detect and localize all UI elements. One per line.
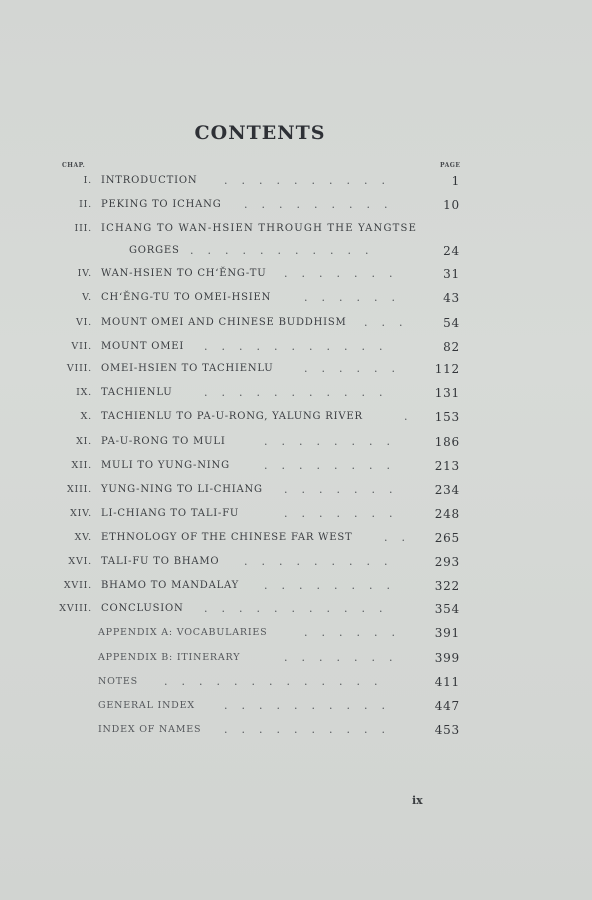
appendix-entry[interactable] (0, 674, 592, 690)
chapter-number: II. (79, 199, 92, 210)
leader-dots: ........... (190, 244, 383, 257)
appendix-entry[interactable] (0, 650, 592, 666)
chapter-title: CH‘ĔNG-TU TO OMEI-HSIEN (101, 292, 272, 303)
page-number: 43 (443, 291, 460, 305)
chapter-number: VII. (71, 341, 92, 352)
chapter-title: TALI-FU TO BHAMO (101, 556, 220, 567)
chapter-number: IX. (76, 387, 92, 398)
page-title: CONTENTS (194, 122, 326, 144)
toc-entry[interactable] (0, 361, 592, 377)
leader-dots: .......... (224, 174, 399, 187)
chapter-title: TACHIENLU TO PA-U-RONG, YALUNG RIVER (101, 411, 363, 422)
page-number: 112 (434, 362, 460, 376)
chapter-number: VIII. (66, 363, 92, 374)
leader-dots: ......... (244, 198, 402, 211)
leader-dots: ........... (204, 340, 397, 353)
leader-dots: ........ (264, 435, 404, 448)
leader-dots: ........... (204, 386, 397, 399)
chapter-number: V. (82, 292, 92, 303)
toc-entry[interactable] (0, 482, 592, 498)
leader-dots: ....... (284, 267, 407, 280)
leader-dots: .......... (224, 723, 399, 736)
chapter-number: XI. (76, 436, 92, 447)
page-number: 24 (443, 244, 460, 258)
chapter-number: I. (83, 175, 92, 186)
chapter-title-continued: GORGES (129, 245, 180, 256)
page-number: 31 (443, 267, 460, 281)
toc-entry[interactable] (0, 530, 592, 546)
page-number: 234 (434, 483, 460, 497)
chapter-number: XIII. (66, 484, 92, 495)
appendix-title: APPENDIX A: VOCABULARIES (98, 627, 268, 638)
chapter-title: MOUNT OMEI AND CHINESE BUDDHISM (101, 317, 347, 328)
leader-dots: ........ (264, 579, 404, 592)
toc-entry[interactable] (0, 173, 592, 189)
toc-entry[interactable] (0, 409, 592, 425)
leader-dots: .. (384, 531, 419, 544)
page-number: 411 (434, 675, 460, 689)
chapter-title: MOUNT OMEI (101, 341, 185, 352)
chapter-title: YUNG-NING TO LI-CHIANG (101, 484, 263, 495)
page-number: 399 (434, 651, 460, 665)
chapter-title: TACHIENLU (101, 387, 173, 398)
toc-entry[interactable] (0, 601, 592, 617)
appendix-title: GENERAL INDEX (98, 700, 195, 711)
page-number: 153 (434, 410, 460, 424)
page-number: 265 (434, 531, 460, 545)
chapter-title: WAN-HSIEN TO CH‘ĔNG-TU (101, 268, 267, 279)
chapter-number: XVI. (68, 556, 92, 567)
chapter-number: X. (80, 411, 92, 422)
leader-dots: . (404, 410, 422, 423)
page-number: 213 (434, 459, 460, 473)
page-number: 54 (443, 316, 460, 330)
chapter-number: III. (74, 223, 92, 234)
toc-entry-continuation[interactable] (0, 243, 592, 259)
toc-entry[interactable] (0, 315, 592, 331)
leader-dots: ......... (244, 555, 402, 568)
leader-dots: ...... (304, 362, 409, 375)
page-column-header: PAGE (440, 162, 461, 169)
chapter-title: INTRODUCTION (101, 175, 198, 186)
toc-entry[interactable] (0, 434, 592, 450)
leader-dots: ............. (164, 675, 392, 688)
page-number: 453 (434, 723, 460, 737)
chapter-title: PEKING TO ICHANG (101, 199, 222, 210)
chapter-title: LI-CHIANG TO TALI-FU (101, 508, 240, 519)
page-number: 248 (434, 507, 460, 521)
toc-entry[interactable] (0, 266, 592, 282)
page-number: 391 (434, 626, 460, 640)
leader-dots: .......... (224, 699, 399, 712)
appendix-title: INDEX OF NAMES (98, 724, 202, 735)
chapter-title: MULI TO YUNG-NING (101, 460, 230, 471)
page-number: 322 (434, 579, 460, 593)
toc-entry[interactable] (0, 506, 592, 522)
page-number: 447 (434, 699, 460, 713)
page-number: 354 (434, 602, 460, 616)
appendix-entry[interactable] (0, 625, 592, 641)
chapter-title: ETHNOLOGY OF THE CHINESE FAR WEST (101, 532, 353, 543)
leader-dots: ...... (304, 626, 409, 639)
toc-entry[interactable] (0, 385, 592, 401)
chapter-number: XVIII. (59, 603, 92, 614)
appendix-entry[interactable] (0, 698, 592, 714)
page-number: 186 (434, 435, 460, 449)
leader-dots: ....... (284, 483, 407, 496)
appendix-title: NOTES (98, 676, 138, 687)
page-number: 82 (443, 340, 460, 354)
chapter-title: CONCLUSION (101, 603, 184, 614)
toc-entry[interactable] (0, 221, 592, 237)
chapter-number: XVII. (63, 580, 92, 591)
toc-entry[interactable] (0, 458, 592, 474)
chapter-title: PA-U-RONG TO MULI (101, 436, 226, 447)
appendix-title: APPENDIX B: ITINERARY (98, 652, 241, 663)
page-number-folio: ix (412, 794, 423, 807)
chapter-title: OMEI-HSIEN TO TACHIENLU (101, 363, 274, 374)
page-number: 131 (434, 386, 460, 400)
page-number: 10 (443, 198, 460, 212)
toc-entry[interactable] (0, 339, 592, 355)
page-number: 1 (451, 174, 460, 188)
chapter-title: ICHANG TO WAN-HSIEN THROUGH THE YANGTSE (101, 223, 418, 234)
chapter-column-header: CHAP. (62, 162, 86, 169)
leader-dots: ........... (204, 602, 397, 615)
leader-dots: ........ (264, 459, 404, 472)
toc-entry[interactable] (0, 578, 592, 594)
toc-entry[interactable] (0, 290, 592, 306)
leader-dots: ....... (284, 651, 407, 664)
chapter-number: XII. (71, 460, 92, 471)
chapter-number: VI. (75, 317, 92, 328)
chapter-number: IV. (77, 268, 92, 279)
leader-dots: ...... (304, 291, 409, 304)
page-number: 293 (434, 555, 460, 569)
chapter-number: XIV. (70, 508, 92, 519)
leader-dots: ....... (284, 507, 407, 520)
toc-entry[interactable] (0, 554, 592, 570)
leader-dots: ... (364, 316, 417, 329)
chapter-number: XV. (74, 532, 92, 543)
chapter-title: BHAMO TO MANDALAY (101, 580, 240, 591)
toc-entry[interactable] (0, 197, 592, 213)
appendix-entry[interactable] (0, 722, 592, 738)
